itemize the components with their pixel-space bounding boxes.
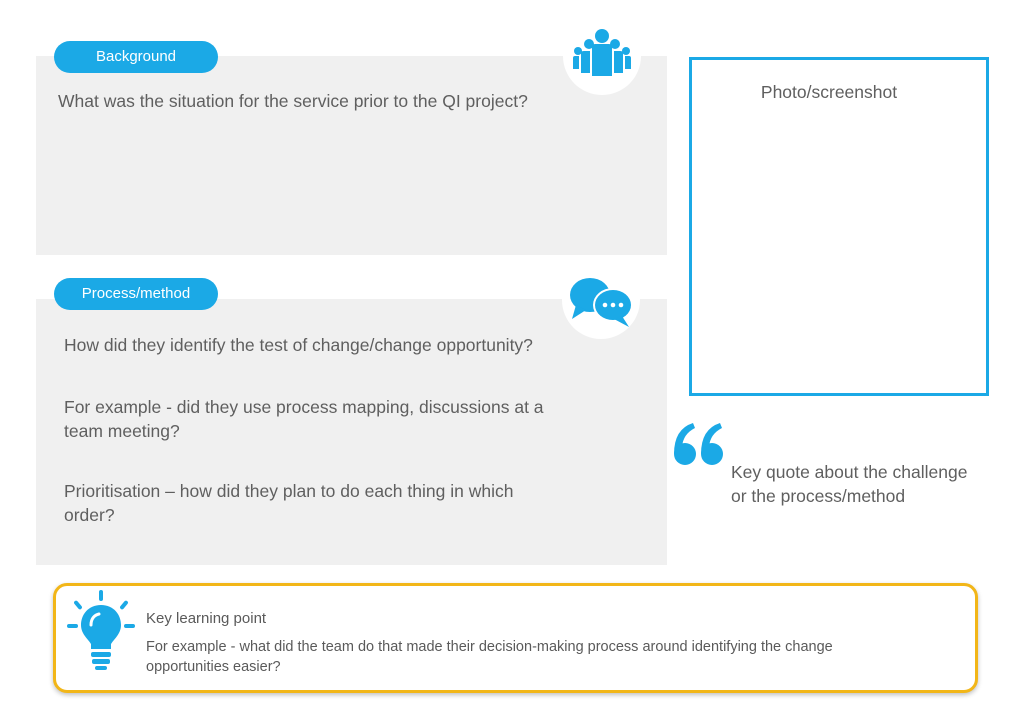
learning-body: For example - what did the team do that made their decision-making process around identifying the change opportunities easier? (146, 639, 833, 675)
process-icon-circle (562, 261, 640, 339)
background-label: Background (54, 41, 218, 73)
background-question: What was the situation for the service prior to the QI project? (58, 91, 528, 111)
learning-title: Key learning point (146, 610, 267, 627)
process-question-example: For example - did they use process mapping, discussions at a team meeting? (64, 397, 544, 441)
background-icon-circle (563, 17, 641, 95)
photo-placeholder (689, 57, 989, 396)
quote-text: Key quote about the challenge or the process/method (731, 462, 968, 506)
process-label: Process/method (54, 278, 218, 310)
process-question-identify: How did they identify the test of change/change opportunity? (64, 335, 533, 355)
chat-bubbles-icon (562, 261, 640, 339)
lightbulb-icon (64, 588, 138, 674)
process-question-prioritisation: Prioritisation – how did they plan to do each thing in which order? (64, 481, 514, 525)
quote-mark-icon (673, 421, 727, 469)
photo-label: Photo/screenshot (760, 82, 898, 102)
people-group-icon (563, 17, 641, 95)
